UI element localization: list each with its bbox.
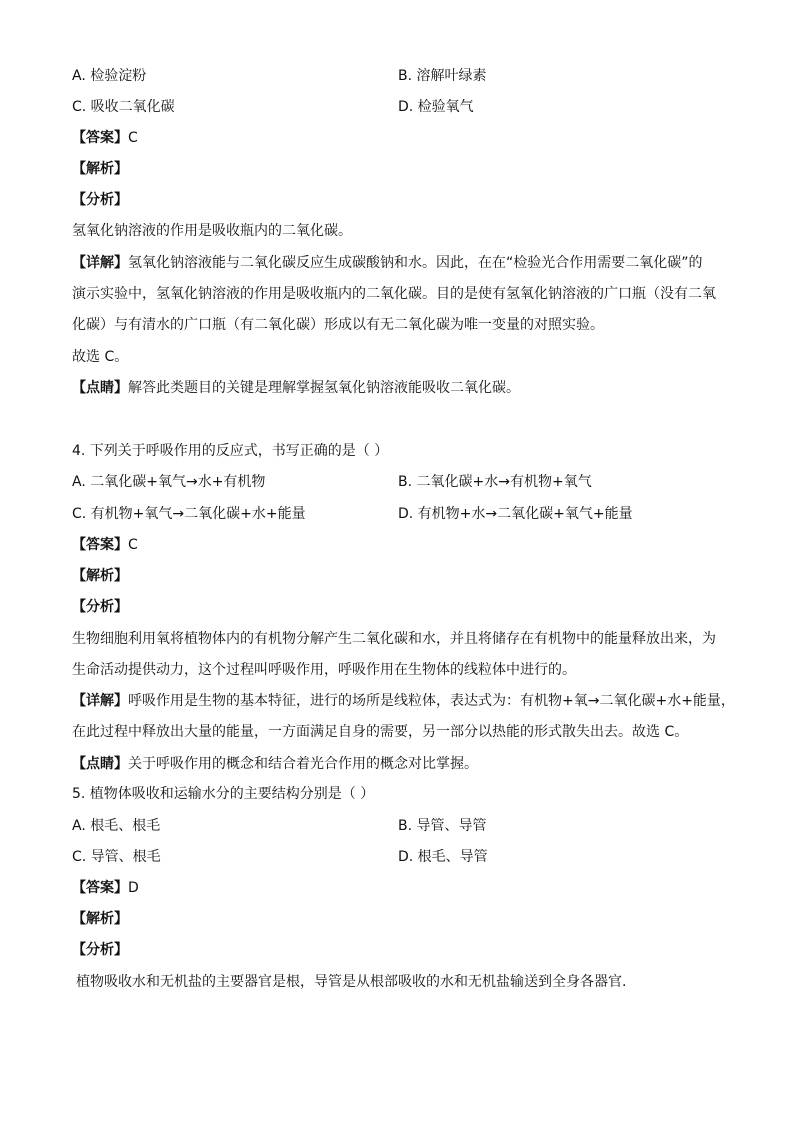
q3-answer-value: C bbox=[128, 130, 138, 146]
q5-fenxi-heading: 【分析】 bbox=[72, 942, 128, 958]
q3-xiangjie-line-2: 演示实验中，氢氧化钠溶液的作用是吸收瓶内的二氧化碳。目的是使有氢氧化钠溶液的广口瓶（没有二氧 bbox=[72, 286, 716, 302]
q3-xiangjie-text-1: 氢氧化钠溶液能与二氧化碳反应生成碳酸钠和水。因此，在在“检验光合作用需要二氧化碳”的 bbox=[128, 255, 703, 271]
q4-option-d: D. 有机物+水→二氧化碳+氧气+能量 bbox=[398, 506, 633, 522]
q4-dianjing-label: 【点睛】 bbox=[72, 756, 128, 772]
q3-fenxi-text: 氢氧化钠溶液的作用是吸收瓶内的二氧化碳。 bbox=[72, 223, 352, 239]
q4-xiangjie-label: 【详解】 bbox=[72, 693, 128, 709]
q4-jiexi-heading: 【解析】 bbox=[72, 568, 128, 584]
q5-jiexi-heading: 【解析】 bbox=[72, 911, 128, 927]
q3-option-b: B. 溶解叶绿素 bbox=[398, 68, 487, 84]
q3-answer-label: 【答案】 bbox=[72, 130, 128, 146]
q4-answer-label: 【答案】 bbox=[72, 537, 128, 553]
q4-answer-value: C bbox=[128, 537, 138, 553]
q3-xiangjie-line-1 bbox=[72, 253, 703, 273]
q3-option-d: D. 检验氧气 bbox=[398, 99, 474, 115]
q3-option-c: C. 吸收二氧化碳 bbox=[72, 99, 175, 115]
q5-option-a: A. 根毛、根毛 bbox=[72, 818, 161, 834]
q4-xiangjie-line-1 bbox=[72, 691, 735, 711]
q4-option-c: C. 有机物+氧气→二氧化碳+水+能量 bbox=[72, 506, 306, 522]
q3-xiangjie-label: 【详解】 bbox=[72, 255, 128, 271]
q5-answer bbox=[72, 878, 139, 898]
q3-dianjing-label: 【点睛】 bbox=[72, 380, 128, 396]
q4-option-b: B. 二氧化碳+水→有机物+氧气 bbox=[398, 474, 592, 490]
q4-option-a: A. 二氧化碳+氧气→水+有机物 bbox=[72, 474, 266, 490]
q4-question: 4. 下列关于呼吸作用的反应式，书写正确的是（ ） bbox=[72, 443, 389, 459]
q3-xiangjie-line-3: 化碳）与有清水的广口瓶（有二氧化碳）形成以有无二氧化碳为唯一变量的对照实验。 bbox=[72, 317, 604, 333]
q4-fenxi-heading: 【分析】 bbox=[72, 599, 128, 615]
q5-question: 5. 植物体吸收和运输水分的主要结构分别是（ ） bbox=[72, 786, 375, 802]
q4-xiangjie-text-1: 呼吸作用是生物的基本特征，进行的场所是线粒体，表达式为：有机物+氧→二氧化碳+水+能量， bbox=[128, 693, 735, 709]
q3-fenxi-heading: 【分析】 bbox=[72, 192, 128, 208]
q3-xiangjie-line-4: 故选 C。 bbox=[72, 349, 129, 365]
q4-fenxi-line-1: 生物细胞利用氧将植物体内的有机物分解产生二氧化碳和水，并且将储存在有机物中的能量释放出来，为 bbox=[72, 631, 716, 647]
q5-answer-label: 【答案】 bbox=[72, 880, 128, 896]
q3-dianjing bbox=[72, 378, 520, 398]
q4-answer bbox=[72, 535, 138, 555]
q3-answer bbox=[72, 128, 138, 148]
q4-fenxi-line-2: 生命活动提供动力，这个过程叫呼吸作用，呼吸作用在生物体的线粒体中进行的。 bbox=[72, 662, 576, 678]
q4-xiangjie-line-2: 在此过程中释放出大量的能量，一方面满足自身的需要，另一部分以热能的形式散失出去。故选 C。 bbox=[72, 724, 689, 740]
q3-dianjing-text: 解答此类题目的关键是理解掌握氢氧化钠溶液能吸收二氧化碳。 bbox=[128, 380, 520, 396]
q5-fenxi-text: 植物吸收水和无机盐的主要器官是根，导管是从根部吸收的水和无机盐输送到全身各器官. bbox=[76, 974, 627, 990]
q4-dianjing bbox=[72, 754, 478, 774]
q5-option-b: B. 导管、导管 bbox=[398, 818, 487, 834]
q5-answer-value: D bbox=[128, 880, 139, 896]
q3-jiexi-heading: 【解析】 bbox=[72, 161, 128, 177]
q5-option-d: D. 根毛、导管 bbox=[398, 849, 488, 865]
q4-dianjing-text: 关于呼吸作用的概念和结合着光合作用的概念对比掌握。 bbox=[128, 756, 478, 772]
q3-option-a: A. 检验淀粉 bbox=[72, 68, 147, 84]
q5-option-c: C. 导管、根毛 bbox=[72, 849, 161, 865]
